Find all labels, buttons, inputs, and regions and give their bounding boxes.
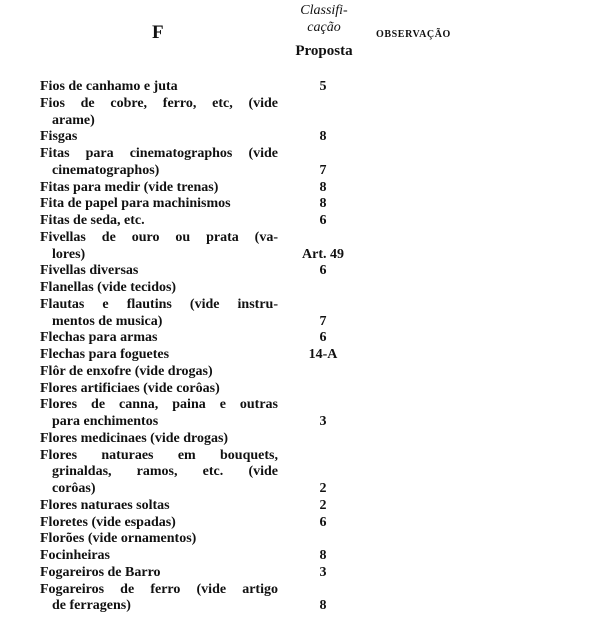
proposal-heading: Proposta — [295, 43, 353, 59]
list-item — [0, 481, 600, 498]
item-text: grinaldas, ramos, etc. (vide — [52, 464, 278, 480]
list-item — [0, 364, 600, 381]
list-item — [0, 196, 600, 213]
item-classification: 3 — [319, 564, 327, 580]
item-text: Flores de canna, paina e outras — [40, 397, 278, 413]
item-text: corôas) — [52, 481, 96, 496]
item-classification: 7 — [319, 313, 327, 329]
list-item — [0, 582, 600, 599]
list-item — [0, 330, 600, 347]
list-item — [0, 213, 600, 230]
list-item — [0, 247, 600, 264]
list-item — [0, 381, 600, 398]
item-text: Fisgas — [40, 129, 78, 145]
list-item — [0, 314, 600, 331]
item-classification: 7 — [319, 162, 327, 178]
item-text: de ferragens) — [52, 598, 131, 614]
item-text: Fios de canhamo e juta — [40, 79, 178, 94]
item-text: Flores artificiaes (vide corôas) — [40, 380, 220, 396]
item-text: lores) — [52, 246, 86, 262]
item-classification: 2 — [319, 497, 327, 513]
item-classification: 8 — [319, 548, 327, 563]
item-text: Flores naturaes soltas — [40, 497, 170, 513]
item-text: Floretes (vide espadas) — [40, 514, 176, 530]
item-text: para enchimentos — [52, 414, 159, 429]
section-letter: F — [152, 22, 164, 43]
list-item — [0, 79, 600, 96]
item-text: Flautas e flautins (vide instru- — [40, 296, 278, 312]
item-classification: 8 — [319, 598, 327, 614]
item-text: Flechas para armas — [40, 330, 158, 346]
item-text: mentos de musica) — [52, 313, 163, 329]
item-classification: 5 — [319, 79, 327, 94]
list-item — [0, 96, 600, 113]
item-text: Flores naturaes em bouquets, — [40, 447, 278, 463]
list-item — [0, 515, 600, 532]
item-text: Flôr de enxofre (vide drogas) — [40, 363, 213, 379]
list-item — [0, 598, 600, 615]
item-classification: 6 — [319, 263, 327, 279]
list-item — [0, 548, 600, 565]
list-item — [0, 397, 600, 414]
tariff-list — [0, 79, 600, 615]
item-text: Flechas para foguetes — [40, 347, 170, 362]
item-classification: 8 — [319, 196, 327, 212]
observation-heading: OBSERVAÇÃO — [376, 29, 451, 40]
list-item — [0, 347, 600, 364]
classification-line1: Classifi- — [300, 3, 348, 18]
item-classification: 8 — [319, 179, 327, 195]
list-item — [0, 414, 600, 431]
item-classification: 8 — [319, 129, 327, 145]
item-text: Fitas para cinematographos (vide — [40, 146, 278, 161]
item-classification: 14-A — [308, 347, 338, 362]
list-item — [0, 230, 600, 247]
item-classification: 2 — [319, 481, 327, 496]
item-text: Fios de cobre, ferro, etc, (vide — [40, 95, 278, 111]
item-text: Fitas para medir (vide trenas) — [40, 179, 219, 195]
list-item — [0, 531, 600, 548]
item-text: Fivellas diversas — [40, 263, 139, 279]
item-text: Flanellas (vide tecidos) — [40, 280, 177, 295]
list-item — [0, 431, 600, 448]
list-item — [0, 498, 600, 515]
item-text: Florões (vide ornamentos) — [40, 531, 197, 547]
list-item — [0, 129, 600, 146]
item-classification: Art. 49 — [302, 246, 344, 262]
list-item — [0, 263, 600, 280]
list-item — [0, 280, 600, 297]
classification-line2: cação — [307, 20, 341, 35]
classification-heading — [280, 2, 368, 36]
item-classification: 6 — [319, 330, 327, 346]
list-item — [0, 565, 600, 582]
item-text: Fogareiros de ferro (vide artigo — [40, 581, 278, 597]
list-item — [0, 146, 600, 163]
list-item — [0, 297, 600, 314]
item-text: Fogareiros de Barro — [40, 564, 161, 580]
list-item — [0, 180, 600, 197]
list-item — [0, 113, 600, 130]
item-classification: 3 — [319, 414, 327, 429]
list-item — [0, 464, 600, 481]
item-text: Focinheiras — [40, 548, 110, 563]
item-text: arame) — [52, 112, 95, 128]
item-text: Flores medicinaes (vide drogas) — [40, 430, 229, 446]
item-classification: 6 — [319, 213, 327, 228]
item-text: cinematographos) — [52, 162, 160, 178]
list-item — [0, 163, 600, 180]
item-text: Fivellas de ouro ou prata (va- — [40, 229, 278, 245]
item-text: Fita de papel para machinismos — [40, 196, 231, 212]
item-text: Fitas de seda, etc. — [40, 213, 145, 228]
item-classification: 6 — [319, 514, 327, 530]
list-item — [0, 448, 600, 465]
